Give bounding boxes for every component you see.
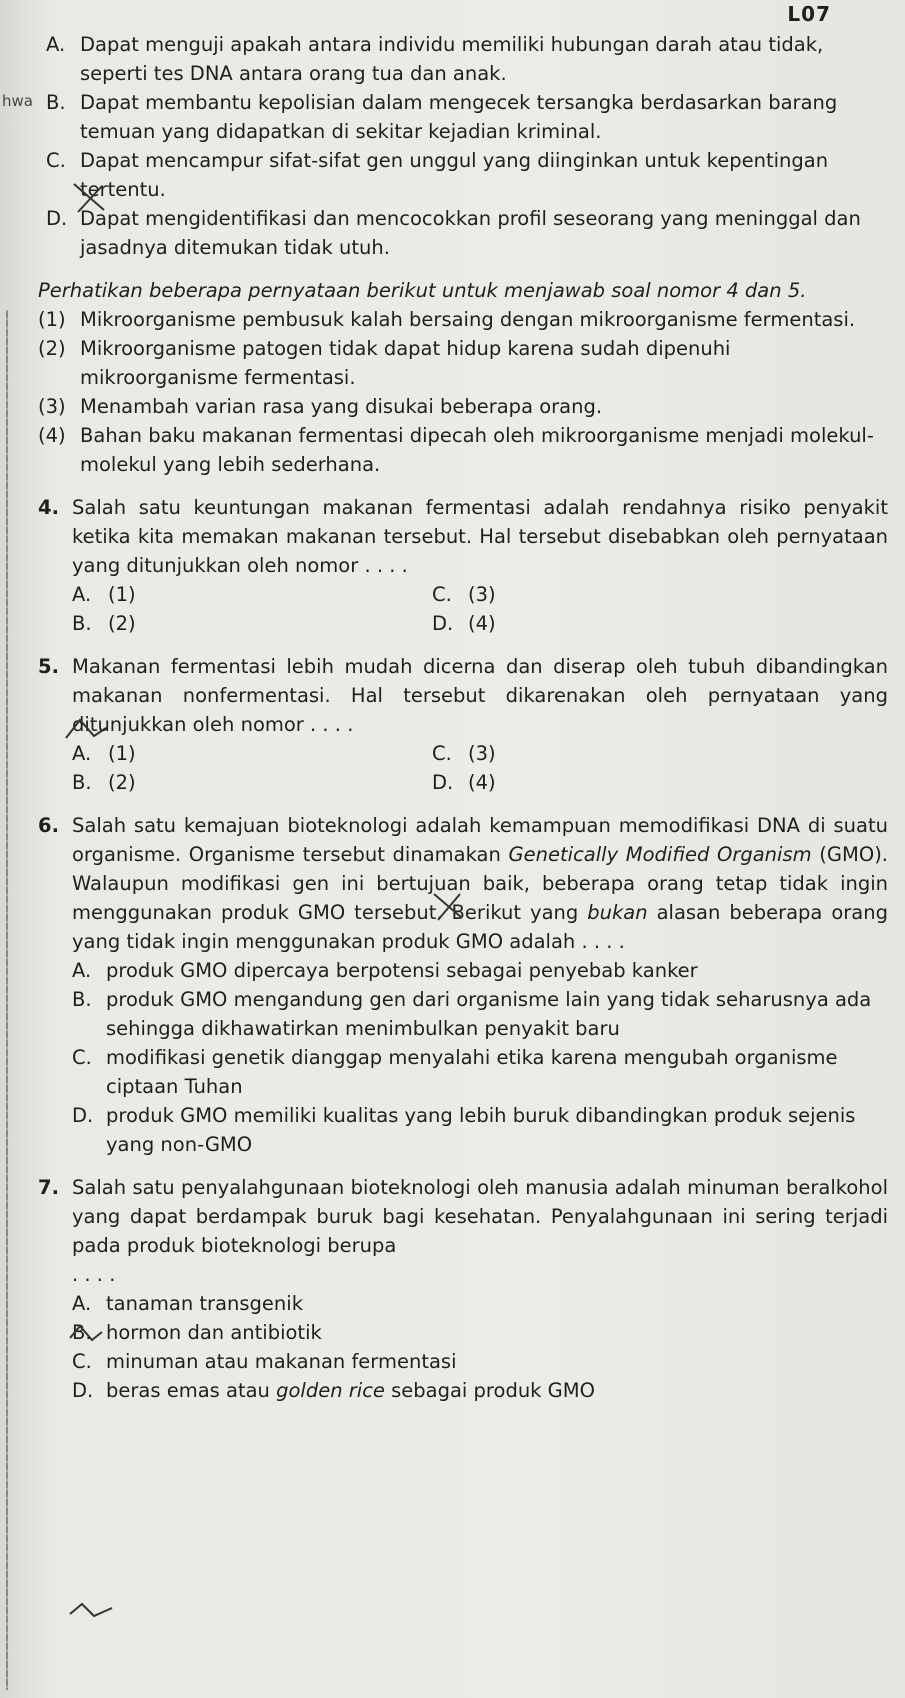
q5-option-a[interactable]: A. (1) xyxy=(72,742,136,765)
statement-4: (4) Bahan baku makanan fermentasi dipecah oleh mikroorganisme menjadi molekul-molekul yang lebih sederhana. xyxy=(38,424,874,476)
question-7-options xyxy=(72,1289,888,1405)
margin-dotted-line xyxy=(6,310,8,1690)
question-5: 5. Makanan fermentasi lebih mudah dicerna dan diserap oleh tubuh dibandingkan makanan nonfermentasi. Hal tersebut dikarenakan oleh pernyataan yang ditunjukkan oleh nomor . . . . xyxy=(38,655,888,736)
prev-option-a: A. Dapat menguji apakah antara individu memiliki hubungan darah atau tidak, seperti tes DNA antara orang tua dan anak. xyxy=(46,33,824,85)
q5-option-b[interactable]: B. (2) xyxy=(72,771,136,794)
prev-option-c: C. Dapat mencampur sifat-sifat gen unggul yang diinginkan untuk kepentingan tertentu. xyxy=(46,149,829,201)
q6-option-d[interactable]: D. produk GMO memiliki kualitas yang lebih buruk dibandingkan produk sejenis yang non-GMO xyxy=(72,1104,856,1156)
q7-option-b[interactable]: B. hormon dan antibiotik xyxy=(72,1321,322,1344)
question-7: 7. Salah satu penyalahgunaan bioteknologi oleh manusia adalah minuman beralkohol yang dapat berdampak buruk bagi kesehatan. Penyalahgunaan ini sering terjadi pada produk bioteknologi berupa xyxy=(38,1176,888,1257)
q7-option-a[interactable]: A. tanaman transgenik xyxy=(72,1292,303,1315)
margin-handwriting: hwa xyxy=(2,92,33,110)
q4-option-d[interactable]: D. (4) xyxy=(432,612,496,635)
q4-option-a[interactable]: A. (1) xyxy=(72,583,136,606)
question-6-options xyxy=(72,956,888,1159)
q4-option-c[interactable]: C. (3) xyxy=(432,583,496,606)
page-code: L07 xyxy=(787,2,831,26)
answer-mark-q7-c xyxy=(66,1598,116,1628)
q4-option-b[interactable]: B. (2) xyxy=(72,612,136,635)
q7-option-d[interactable]: D. beras emas atau golden rice sebagai produk GMO xyxy=(72,1379,595,1402)
question-4: 4. Salah satu keuntungan makanan fermentasi adalah rendahnya risiko penyakit ketika kita memakan makanan tersebut. Hal tersebut disebabkan oleh pernyataan yang ditunjukkan oleh nomor . . . . xyxy=(38,496,888,577)
q6-option-c[interactable]: C. modifikasi genetik dianggap menyalahi etika karena mengubah organisme ciptaan Tuhan xyxy=(72,1046,838,1098)
prev-option-b: B. Dapat membantu kepolisian dalam mengecek tersangka berdasarkan barang temuan yang didapatkan di sekitar kejadian kriminal. xyxy=(46,91,838,143)
statements-intro: Perhatikan beberapa pernyataan berikut untuk menjawab soal nomor 4 dan 5. xyxy=(38,279,807,302)
question-6: 6. Salah satu kemajuan bioteknologi adalah kemampuan memodifikasi DNA di suatu organisme. Organisme tersebut dinamakan Genetically Modified Organism (GMO). Walaupun modifikasi gen ini bertujuan baik, beberapa orang tetap tidak ingin menggunakan produk GMO tersebut. Berikut yang bukan alasan beberapa orang yang tidak ingin menggunakan produk GMO adalah . . . . xyxy=(38,814,888,953)
q6-option-a[interactable]: A. produk GMO dipercaya berpotensi sebagai penyebab kanker xyxy=(72,959,698,982)
content xyxy=(38,30,888,1405)
q6-option-b[interactable]: B. produk GMO mengandung gen dari organisme lain yang tidak seharusnya ada sehingga dikhawatirkan menimbulkan penyakit baru xyxy=(72,988,872,1040)
statement-3: (3) Menambah varian rasa yang disukai beberapa orang. xyxy=(38,395,603,418)
statement-list xyxy=(38,305,888,479)
question-5-options xyxy=(72,739,888,797)
question-7-dots: . . . . xyxy=(72,1263,116,1286)
prev-question-options xyxy=(38,30,888,262)
q5-option-c[interactable]: C. (3) xyxy=(432,742,496,765)
prev-option-d: D. Dapat mengidentifikasi dan mencocokkan profil seseorang yang meninggal dan jasadnya ditemukan tidak utuh. xyxy=(46,207,861,259)
statement-2: (2) Mikroorganisme patogen tidak dapat hidup karena sudah dipenuhi mikroorganisme fermentasi. xyxy=(38,337,731,389)
q5-option-d[interactable]: D. (4) xyxy=(432,771,496,794)
q7-option-c[interactable]: C. minuman atau makanan fermentasi xyxy=(72,1350,457,1373)
statement-1: (1) Mikroorganisme pembusuk kalah bersaing dengan mikroorganisme fermentasi. xyxy=(38,308,856,331)
question-4-options xyxy=(72,580,888,638)
